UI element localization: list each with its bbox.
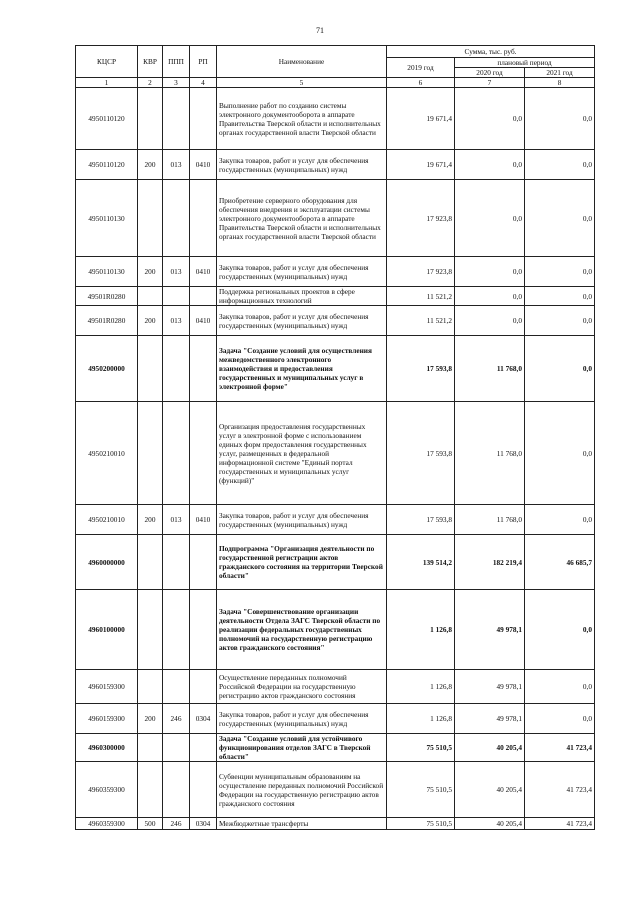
- row-name: Закупка товаров, работ и услуг для обеспечения государственных (муниципальных) нужд: [217, 257, 387, 287]
- row-kvr: [138, 402, 163, 505]
- row-amount-2021: 0,0: [525, 336, 595, 402]
- row-code: 4950110130: [76, 180, 138, 257]
- row-rp: [190, 180, 217, 257]
- row-amount-2020: 0,0: [455, 150, 525, 180]
- row-kvr: [138, 670, 163, 704]
- table-row: [76, 150, 595, 180]
- row-ppp: [163, 88, 190, 150]
- table-row: [76, 704, 595, 734]
- row-code: 49501R0280: [76, 306, 138, 336]
- row-amount-2021: 0,0: [525, 704, 595, 734]
- header-number-8: 8: [525, 78, 595, 88]
- row-rp: [190, 287, 217, 306]
- row-amount-2019: 1 126,8: [387, 670, 455, 704]
- row-name: Поддержка региональных проектов в сфере информационных технологий: [217, 287, 387, 306]
- table-row: [76, 505, 595, 535]
- header-kvr: КВР: [138, 46, 163, 78]
- row-amount-2020: 40 205,4: [455, 818, 525, 830]
- row-name: Задача "Совершенствование организации деятельности Отдела ЗАГС Тверской области по реализации федеральных государственных полномочий на государственную регистрацию актов гражданского состояния": [217, 590, 387, 670]
- budget-table: [75, 45, 595, 830]
- header-ppp: ППП: [163, 46, 190, 78]
- row-amount-2021: 41 723,4: [525, 734, 595, 762]
- row-amount-2019: 11 521,2: [387, 287, 455, 306]
- row-kvr: [138, 180, 163, 257]
- row-rp: [190, 88, 217, 150]
- row-amount-2019: 1 126,8: [387, 590, 455, 670]
- row-amount-2021: 41 723,4: [525, 762, 595, 818]
- row-amount-2019: 19 671,4: [387, 150, 455, 180]
- header-code: КЦСР: [76, 46, 138, 78]
- row-code: 4950200000: [76, 336, 138, 402]
- table-row: [76, 734, 595, 762]
- row-rp: [190, 590, 217, 670]
- row-amount-2021: 0,0: [525, 287, 595, 306]
- table-row: [76, 257, 595, 287]
- row-code: 4960159300: [76, 670, 138, 704]
- row-amount-2020: 11 768,0: [455, 505, 525, 535]
- row-code: 4950210010: [76, 402, 138, 505]
- row-kvr: 200: [138, 257, 163, 287]
- row-amount-2019: 17 593,8: [387, 402, 455, 505]
- row-amount-2019: 75 510,5: [387, 818, 455, 830]
- row-rp: [190, 734, 217, 762]
- row-amount-2019: 17 923,8: [387, 257, 455, 287]
- header-planned-period: плановый период: [455, 58, 595, 68]
- row-ppp: 013: [163, 505, 190, 535]
- row-amount-2021: 41 723,4: [525, 818, 595, 830]
- row-amount-2020: 49 978,1: [455, 590, 525, 670]
- row-code: 4960359300: [76, 762, 138, 818]
- row-kvr: [138, 734, 163, 762]
- row-amount-2020: 11 768,0: [455, 336, 525, 402]
- row-name: Организация предоставления государственных услуг в электронной форме с использованием единых форм предоставления государственных услуг, размещенных в федеральной информационной системе "Единый портал государственных и муниципальных услуг (функций)": [217, 402, 387, 505]
- row-rp: 0410: [190, 150, 217, 180]
- table-row: [76, 306, 595, 336]
- row-code: 4950210010: [76, 505, 138, 535]
- row-name: Задача "Создание условий для устойчивого функционирования отделов ЗАГС в Тверской области": [217, 734, 387, 762]
- table-row: [76, 287, 595, 306]
- row-rp: 0410: [190, 306, 217, 336]
- row-rp: [190, 762, 217, 818]
- row-amount-2020: 0,0: [455, 257, 525, 287]
- row-amount-2020: 49 978,1: [455, 704, 525, 734]
- row-kvr: 200: [138, 704, 163, 734]
- header-number-2: 2: [138, 78, 163, 88]
- row-amount-2020: 11 768,0: [455, 402, 525, 505]
- row-amount-2021: 0,0: [525, 590, 595, 670]
- row-rp: 0410: [190, 505, 217, 535]
- row-rp: [190, 336, 217, 402]
- row-amount-2019: 139 514,2: [387, 535, 455, 590]
- row-ppp: [163, 336, 190, 402]
- row-amount-2021: 0,0: [525, 670, 595, 704]
- row-kvr: [138, 590, 163, 670]
- row-amount-2019: 75 510,5: [387, 762, 455, 818]
- row-amount-2019: 17 593,8: [387, 505, 455, 535]
- row-code: 4950110120: [76, 150, 138, 180]
- row-code: 4960000000: [76, 535, 138, 590]
- row-ppp: [163, 762, 190, 818]
- row-amount-2019: 19 671,4: [387, 88, 455, 150]
- row-ppp: [163, 670, 190, 704]
- header-2021: 2021 год: [525, 68, 595, 78]
- row-name: Закупка товаров, работ и услуг для обеспечения государственных (муниципальных) нужд: [217, 704, 387, 734]
- header-2020: 2020 год: [455, 68, 525, 78]
- row-name: Приобретение серверного оборудования для обеспечения внедрения и эксплуатации системы электронного документооборота в аппарате Правительства Тверской области и исполнительных органах государственной власти Тверской области: [217, 180, 387, 257]
- row-rp: [190, 535, 217, 590]
- row-name: Подпрограмма "Организация деятельности по государственной регистрации актов гражданского состояния на территории Тверской области": [217, 535, 387, 590]
- row-amount-2019: 11 521,2: [387, 306, 455, 336]
- table-row: [76, 762, 595, 818]
- row-kvr: [138, 535, 163, 590]
- row-rp: 0304: [190, 704, 217, 734]
- row-amount-2020: 0,0: [455, 306, 525, 336]
- row-amount-2021: 0,0: [525, 180, 595, 257]
- row-code: 49501R0280: [76, 287, 138, 306]
- row-rp: [190, 670, 217, 704]
- row-rp: [190, 402, 217, 505]
- row-kvr: [138, 336, 163, 402]
- row-amount-2019: 1 126,8: [387, 704, 455, 734]
- row-amount-2021: 0,0: [525, 150, 595, 180]
- row-ppp: [163, 402, 190, 505]
- header-number-5: 5: [217, 78, 387, 88]
- row-code: 4950110120: [76, 88, 138, 150]
- row-name: Закупка товаров, работ и услуг для обеспечения государственных (муниципальных) нужд: [217, 306, 387, 336]
- row-name: Закупка товаров, работ и услуг для обеспечения государственных (муниципальных) нужд: [217, 150, 387, 180]
- row-ppp: [163, 590, 190, 670]
- header-sum-title: Сумма, тыс. руб.: [387, 46, 595, 58]
- header-2019: 2019 год: [387, 58, 455, 78]
- row-kvr: [138, 762, 163, 818]
- table-row: [76, 670, 595, 704]
- row-amount-2019: 17 923,8: [387, 180, 455, 257]
- row-code: 4960300000: [76, 734, 138, 762]
- row-amount-2020: 49 978,1: [455, 670, 525, 704]
- row-kvr: 500: [138, 818, 163, 830]
- row-name: Закупка товаров, работ и услуг для обеспечения государственных (муниципальных) нужд: [217, 505, 387, 535]
- row-ppp: 013: [163, 306, 190, 336]
- row-amount-2020: 0,0: [455, 88, 525, 150]
- row-kvr: 200: [138, 150, 163, 180]
- row-kvr: 200: [138, 306, 163, 336]
- row-rp: 0304: [190, 818, 217, 830]
- row-kvr: [138, 88, 163, 150]
- row-name: Субвенции муниципальным образованиям на осуществление переданных полномочий Российской Федерации на государственную регистрацию актов гражданского состояния: [217, 762, 387, 818]
- header-number-7: 7: [455, 78, 525, 88]
- header-number-4: 4: [190, 78, 217, 88]
- row-amount-2021: 0,0: [525, 402, 595, 505]
- row-kvr: [138, 287, 163, 306]
- row-name: Выполнение работ по созданию системы электронного документооборота в аппарате Правительства Тверской области и исполнительных органах государственной власти Тверской области: [217, 88, 387, 150]
- row-amount-2021: 0,0: [525, 505, 595, 535]
- row-amount-2019: 17 593,8: [387, 336, 455, 402]
- row-code: 4960159300: [76, 704, 138, 734]
- row-name: Осуществление переданных полномочий Российской Федерации на государственную регистрацию актов гражданского состояния: [217, 670, 387, 704]
- row-amount-2020: 0,0: [455, 287, 525, 306]
- row-rp: 0410: [190, 257, 217, 287]
- row-ppp: [163, 180, 190, 257]
- row-kvr: 200: [138, 505, 163, 535]
- row-ppp: [163, 734, 190, 762]
- row-code: 4960359300: [76, 818, 138, 830]
- row-ppp: 013: [163, 150, 190, 180]
- row-name: Межбюджетные трансферты: [217, 818, 387, 830]
- table-row: [76, 180, 595, 257]
- table-row: [76, 535, 595, 590]
- row-amount-2021: 0,0: [525, 257, 595, 287]
- header-number-3: 3: [163, 78, 190, 88]
- table-row: [76, 88, 595, 150]
- table-body: [76, 88, 595, 830]
- header-number-1: 1: [76, 78, 138, 88]
- row-code: 4960100000: [76, 590, 138, 670]
- header-number-6: 6: [387, 78, 455, 88]
- row-ppp: [163, 535, 190, 590]
- row-ppp: [163, 287, 190, 306]
- row-amount-2020: 40 205,4: [455, 762, 525, 818]
- table-row: [76, 818, 595, 830]
- row-code: 4950110130: [76, 257, 138, 287]
- row-ppp: 246: [163, 704, 190, 734]
- row-ppp: 246: [163, 818, 190, 830]
- header-rp: РП: [190, 46, 217, 78]
- row-ppp: 013: [163, 257, 190, 287]
- row-amount-2019: 75 510,5: [387, 734, 455, 762]
- row-amount-2020: 182 219,4: [455, 535, 525, 590]
- table-row: [76, 590, 595, 670]
- table-row: [76, 402, 595, 505]
- row-name: Задача "Создание условий для осуществления межведомственного электронного взаимодействия и предоставления государственных и муниципальных услуг в электронной форме": [217, 336, 387, 402]
- row-amount-2021: 0,0: [525, 88, 595, 150]
- row-amount-2021: 0,0: [525, 306, 595, 336]
- table-row: [76, 336, 595, 402]
- page-number: 71: [316, 26, 324, 35]
- row-amount-2020: 40 205,4: [455, 734, 525, 762]
- header-name: Наименование: [217, 46, 387, 78]
- row-amount-2021: 46 685,7: [525, 535, 595, 590]
- row-amount-2020: 0,0: [455, 180, 525, 257]
